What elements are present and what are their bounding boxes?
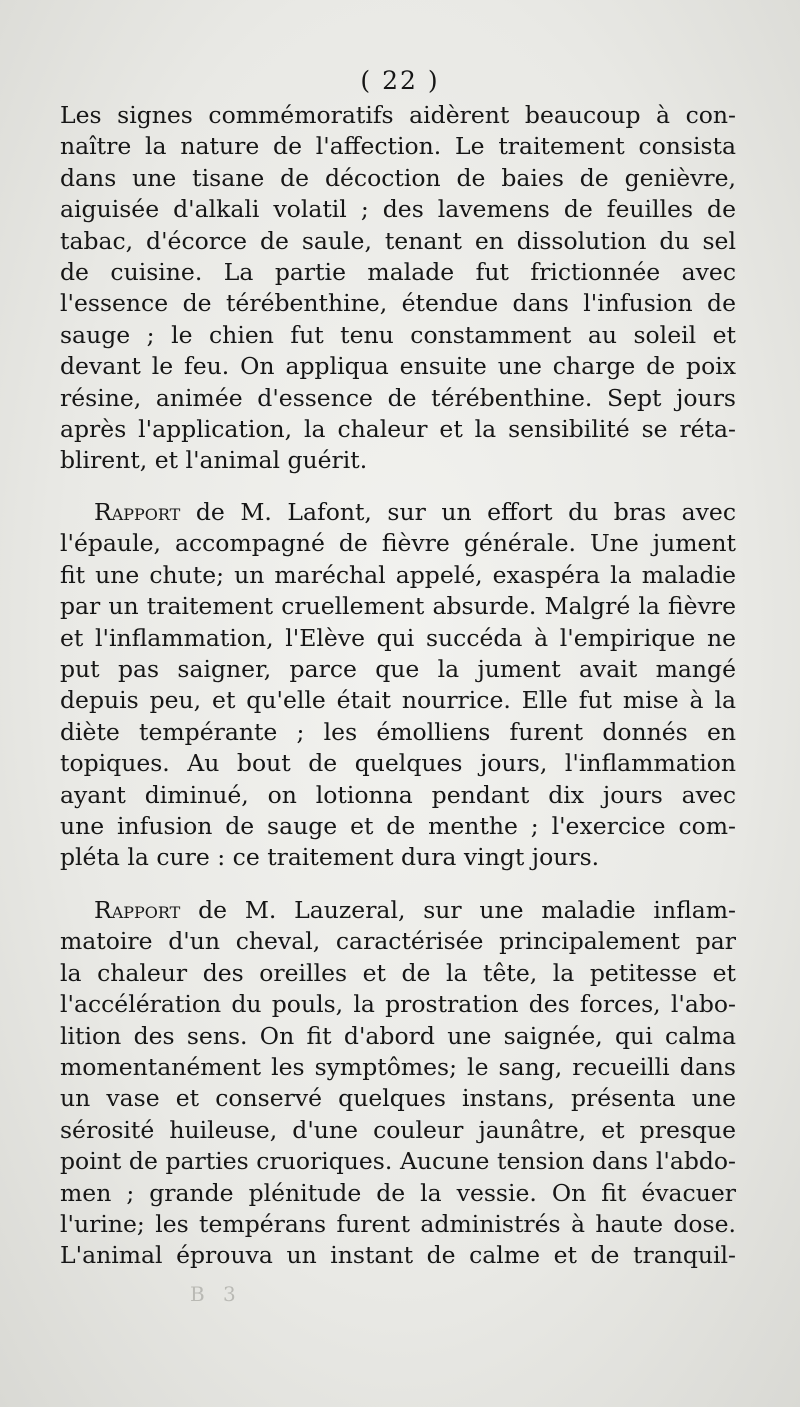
text-line: men ; grande plénitude de la vessie. On fit évacuer: [60, 1178, 736, 1207]
first-line-text: de M. Lauzeral, sur une maladie inflam-: [180, 896, 736, 924]
text-line: L'animal éprouva un instant de calme et de tranquil-: [60, 1241, 736, 1270]
text-line: et l'inflammation, l'Elève qui succéda à l'empirique ne: [60, 623, 736, 652]
text-line: pléta la cure : ce traitement dura vingt jours.: [60, 843, 600, 872]
text-line: la chaleur des oreilles et de la tête, la petitesse et: [60, 958, 736, 987]
text-line: l'accélération du pouls, la prostration des forces, l'abo-: [60, 990, 736, 1019]
paragraph-2: [60, 497, 736, 874]
text-line: blirent, et l'animal guérit.: [60, 446, 368, 475]
paragraph-first-line: [60, 497, 736, 528]
paragraph-3: [60, 895, 736, 1272]
text-line: fit une chute; un maréchal appelé, exaspéra la maladie: [60, 560, 736, 589]
text-line: après l'application, la chaleur et la sensibilité se réta-: [60, 414, 736, 443]
text-line: l'épaule, accompagné de fièvre générale. Une jument: [60, 529, 736, 558]
text-line: aiguisée d'alkali volatil ; des lavemens de feuilles de: [60, 195, 736, 224]
text-line: une infusion de sauge et de menthe ; l'exercice com-: [60, 811, 736, 840]
page-number: ( 22 ): [360, 66, 440, 95]
text-line: sérosité huileuse, d'une couleur jaunâtre, et presque: [60, 1115, 736, 1144]
text-line: sauge ; le chien fut tenu constamment au soleil et: [60, 320, 736, 349]
text-line: lition des sens. On fit d'abord une saignée, qui calma: [60, 1021, 736, 1050]
text-line: depuis peu, et qu'elle était nourrice. Elle fut mise à la: [60, 686, 736, 715]
text-line: l'essence de térébenthine, étendue dans l'infusion de: [60, 289, 736, 318]
text-line: ayant diminué, on lotionna pendant dix jours avec: [60, 780, 736, 809]
text-line: de cuisine. La partie malade fut frictionnée avec: [60, 257, 736, 286]
text-line: l'urine; les tempérans furent administrés à haute dose.: [60, 1209, 736, 1238]
text-line: naître la nature de l'affection. Le traitement consista: [60, 132, 736, 161]
paragraph-first-line: [60, 895, 736, 926]
text-line: put pas saigner, parce que la jument avait mangé: [60, 654, 736, 683]
text-line: un vase et conservé quelques instans, présenta une: [60, 1084, 736, 1113]
text-line: Les signes commémoratifs aidèrent beaucoup à con-: [60, 101, 736, 129]
text-line: devant le feu. On appliqua ensuite une charge de poix: [60, 352, 736, 381]
lead-word: Rapport: [94, 498, 181, 526]
text-line: topiques. Au bout de quelques jours, l'inflammation: [60, 749, 736, 778]
text-line: matoire d'un cheval, caractérisée principalement par: [60, 927, 736, 956]
text-line: point de parties cruoriques. Aucune tension dans l'abdo-: [60, 1147, 736, 1176]
text-line: par un traitement cruellement absurde. Malgré la fièvre: [60, 592, 736, 621]
paragraph-1: [60, 100, 736, 477]
text-line: diète tempérante ; les émolliens furent donnés en: [60, 717, 736, 746]
lead-word: Rapport: [94, 896, 181, 924]
text-line: momentanément les symptômes; le sang, recueilli dans: [60, 1052, 736, 1081]
text-line: résine, animée d'essence de térébenthine. Sept jours: [60, 383, 736, 412]
text-line: tabac, d'écorce de saule, tenant en dissolution du sel: [60, 226, 736, 255]
text-line: dans une tisane de décoction de baies de genièvre,: [60, 163, 736, 192]
signature-mark: B 3: [190, 1282, 242, 1306]
first-line-text: de M. Lafont, sur un effort du bras avec: [180, 498, 736, 526]
